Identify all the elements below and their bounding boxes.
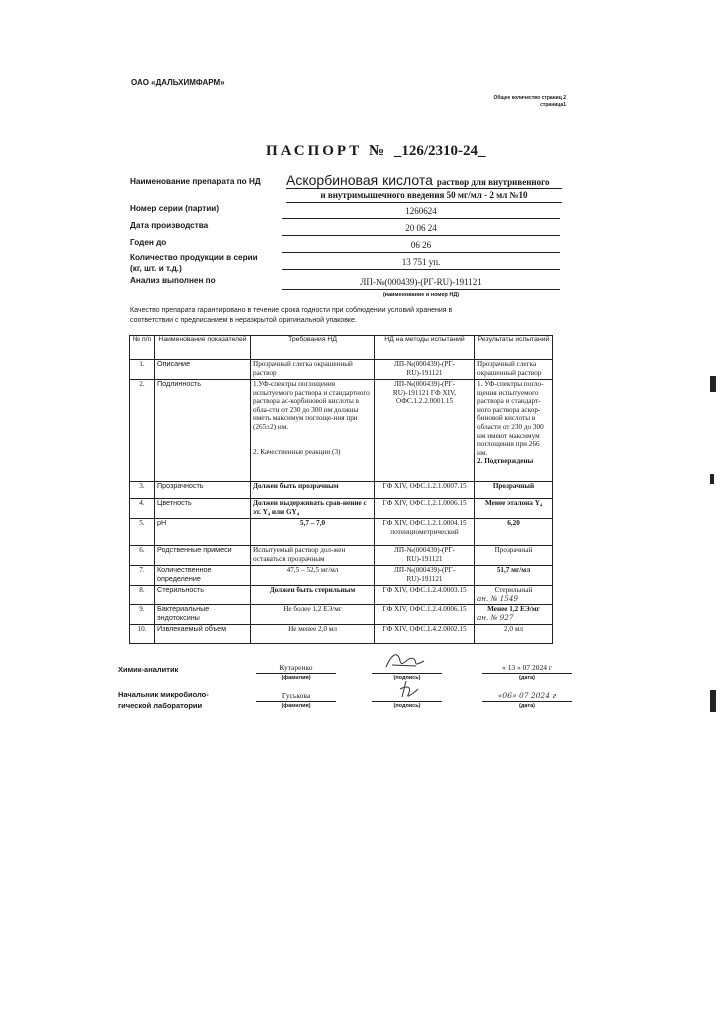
row-req: 1.УФ-спектры поглощения испытуемого раствора и стандартного раствора ас-корбиновой кислоты в обла-сти от 230 до 300 нм должны иметь максимум поглоще-ния при (265±2) нм. [253, 380, 370, 431]
chemist-surname-caption: (фамилия) [281, 675, 311, 681]
header-req: Требования НД [251, 336, 375, 360]
row-req: 47,5 – 52,5 мг/мл [251, 566, 375, 586]
product-label: Наименование препарата по НД [130, 177, 261, 186]
title-prefix: № [369, 143, 388, 159]
row-nd: ЛП-№(000439)-(РГ-RU)-191121 [375, 546, 475, 566]
row-name: Извлекаемый объем [155, 625, 251, 644]
qty-label-2: (кг, шт. и т.д.) [130, 264, 182, 273]
row-nd: ГФ XIV, ОФС.1.4.2.0002.15 [375, 625, 475, 644]
row-res-cell [475, 380, 553, 482]
row-num: 2. [130, 380, 155, 482]
chemist-name: Кутаренко [256, 663, 336, 674]
row-req: Прозрачный слегка окрашенный раствор [251, 360, 375, 380]
chemist-role: Химик-аналитик [118, 665, 179, 674]
row-num: 5. [130, 519, 155, 546]
head-surname-caption: (фамилия) [281, 703, 311, 709]
head-role-2: гической лаборатории [118, 701, 203, 710]
head-signature-caption: (подпись) [393, 703, 421, 709]
product-name: Аскорбиновая кислота [286, 172, 433, 188]
row-res: 51,7 мг/мл [475, 566, 553, 586]
passport-number: _126/2310-24_ [393, 143, 486, 159]
valid-value: 06 26 [282, 240, 560, 253]
row-res-cell [475, 605, 553, 625]
scan-edge-mark [710, 690, 716, 712]
total-pages-label: Общее количество страниц 2 [493, 95, 566, 101]
page-count [486, 95, 566, 109]
row-res-cell [475, 586, 553, 605]
row-res: 1. УФ-спектры погло-щения испытуемого раствора и стандарт-ного раствора аскор-биновой кислоты в области от 230 до 300 нм имеют максимум поглощения при 266 нм. [477, 380, 544, 457]
row-name: Количественное определение [155, 566, 251, 586]
row-res: Менее эталона Y₄ [475, 499, 553, 519]
date-label: Дата производства [130, 221, 209, 230]
row-nd: ГФ XIV, ОФС.1.2.4.0003.15 [375, 586, 475, 605]
qty-label-1: Количество продукции в серии [130, 253, 258, 262]
date-value: 20 06 24 [282, 223, 560, 236]
analysis-value: ЛП-№(000439)-(РГ-RU)-191121 [282, 277, 560, 290]
table-row [130, 499, 553, 519]
row-nd: ГФ XIV, ОФС.1.2.1.0004.15 потенциометрический [375, 519, 475, 546]
head-signature [372, 677, 442, 701]
row-res: 2,0 мл [475, 625, 553, 644]
row-res-2: 2. Подтверждены [477, 457, 534, 466]
row-req: Испытуемый раствор дол-жен оставаться прозрачным [251, 546, 375, 566]
head-signature-line [372, 691, 442, 702]
row-name: Подлинность [155, 380, 251, 482]
chemist-signature [372, 649, 442, 673]
series-label: Номер серии (партии) [130, 204, 220, 213]
row-num: 6. [130, 546, 155, 566]
table-row [130, 519, 553, 546]
row-req-cell [251, 380, 375, 482]
head-date: «06» 07 2024 г [482, 691, 572, 702]
row-name: Бактериальные эндотоксины [155, 605, 251, 625]
row-req-2: 2. Качественные реакции (3) [253, 447, 341, 456]
row-nd: ЛП-№(000439)-(РГ-RU)-191121 [375, 360, 475, 380]
chemist-date-caption: (дата) [519, 675, 535, 681]
row-req: Не менее 2,0 мл [251, 625, 375, 644]
row-nd: ГФ XIV, ОФС.1.2.1.0007.15 [375, 482, 475, 499]
header-res: Результаты испытаний [475, 336, 553, 360]
table-row [130, 546, 553, 566]
row-res: Менее 1,2 ЕЭ/мг [487, 605, 540, 613]
table-row [130, 380, 553, 482]
row-name: Цветность [155, 499, 251, 519]
table-row [130, 360, 553, 380]
row-req: Не более 1,2 ЕЭ/мг [251, 605, 375, 625]
analysis-caption: (наименование и номер НД) [382, 292, 460, 298]
header-name: Наименование показателей [155, 336, 251, 360]
row-res: 6,20 [475, 519, 553, 546]
product-name-line [286, 172, 562, 189]
page-label: страница1 [540, 102, 566, 108]
results-table [129, 335, 553, 644]
row-res: Прозрачный слегка окрашенный раствор [475, 360, 553, 380]
table-row [130, 586, 553, 605]
header-nd: НД на методы испытаний [375, 336, 475, 360]
row-res: Прозрачный [475, 546, 553, 566]
row-req: 5,7 – 7,0 [251, 519, 375, 546]
chemist-date: « 13 » 07 2024 г [482, 663, 572, 674]
row-nd: ЛП-№(000439)-(РГ-RU)-191121 [375, 566, 475, 586]
product-form: раствор для внутривенного [436, 177, 550, 187]
row-num: 9. [130, 605, 155, 625]
row-res-an: ан. № 927 [477, 612, 514, 622]
row-name: Родственные примеси [155, 546, 251, 566]
head-role-1: Начальник микробиоло- [118, 690, 209, 699]
row-nd: ГФ XIV, ОФС.1.2.1.0006.15 [375, 499, 475, 519]
row-name: pH [155, 519, 251, 546]
title-word: ПАСПОРТ [266, 143, 363, 159]
table-row [130, 625, 553, 644]
header-num: № п/п [130, 336, 155, 360]
product-line2: и внутримышечного введения 50 мг/мл - 2 мл №10 [286, 190, 562, 203]
company-name: ОАО «ДАЛЬХИМФАРМ» [131, 78, 225, 87]
qty-value: 13 751 уп. [282, 257, 560, 270]
table-row [130, 605, 553, 625]
row-num: 3. [130, 482, 155, 499]
row-req: Должен выдерживать срав-нение с эт. Y₄ или GY₄ [251, 499, 375, 519]
passport-title [266, 143, 486, 160]
row-res: Прозрачный [475, 482, 553, 499]
scan-edge-mark [710, 376, 716, 392]
table-header [130, 336, 553, 360]
row-num: 4. [130, 499, 155, 519]
row-res-an: ан. № 1549 [477, 593, 518, 603]
series-value: 1260624 [282, 206, 560, 219]
row-num: 8. [130, 586, 155, 605]
row-num: 7. [130, 566, 155, 586]
row-res: Стерильный [494, 586, 533, 594]
head-name: Гуськова [256, 691, 336, 702]
chemist-signature-line [372, 663, 442, 674]
head-date-caption: (дата) [519, 703, 535, 709]
valid-label: Годен до [130, 238, 167, 247]
guarantee-text: Качество препарата гарантировано в течение срока годности при соблюдении условий хранения в соответствии с предписанием в неразкрытой оригинальной упаковке. [130, 307, 453, 324]
row-name: Прозрачность [155, 482, 251, 499]
analysis-label: Анализ выполнен по [130, 276, 216, 285]
row-name: Стерильность [155, 586, 251, 605]
row-num: 1. [130, 360, 155, 380]
row-num: 10. [130, 625, 155, 644]
chemist-signature-caption: (подпись) [393, 675, 421, 681]
scan-edge-mark [710, 474, 714, 484]
table-row [130, 566, 553, 586]
row-nd: ГФ XIV, ОФС.1.2.4.0006.15 [375, 605, 475, 625]
row-nd: ЛП-№(000439)-(РГ-RU)-191121 ГФ XIV, ОФС.1.2.2.0001.15 [375, 380, 475, 482]
table-row [130, 482, 553, 499]
row-req: Должен быть прозрачным [251, 482, 375, 499]
row-name: Описание [155, 360, 251, 380]
row-req: Должен быть стерильным [251, 586, 375, 605]
